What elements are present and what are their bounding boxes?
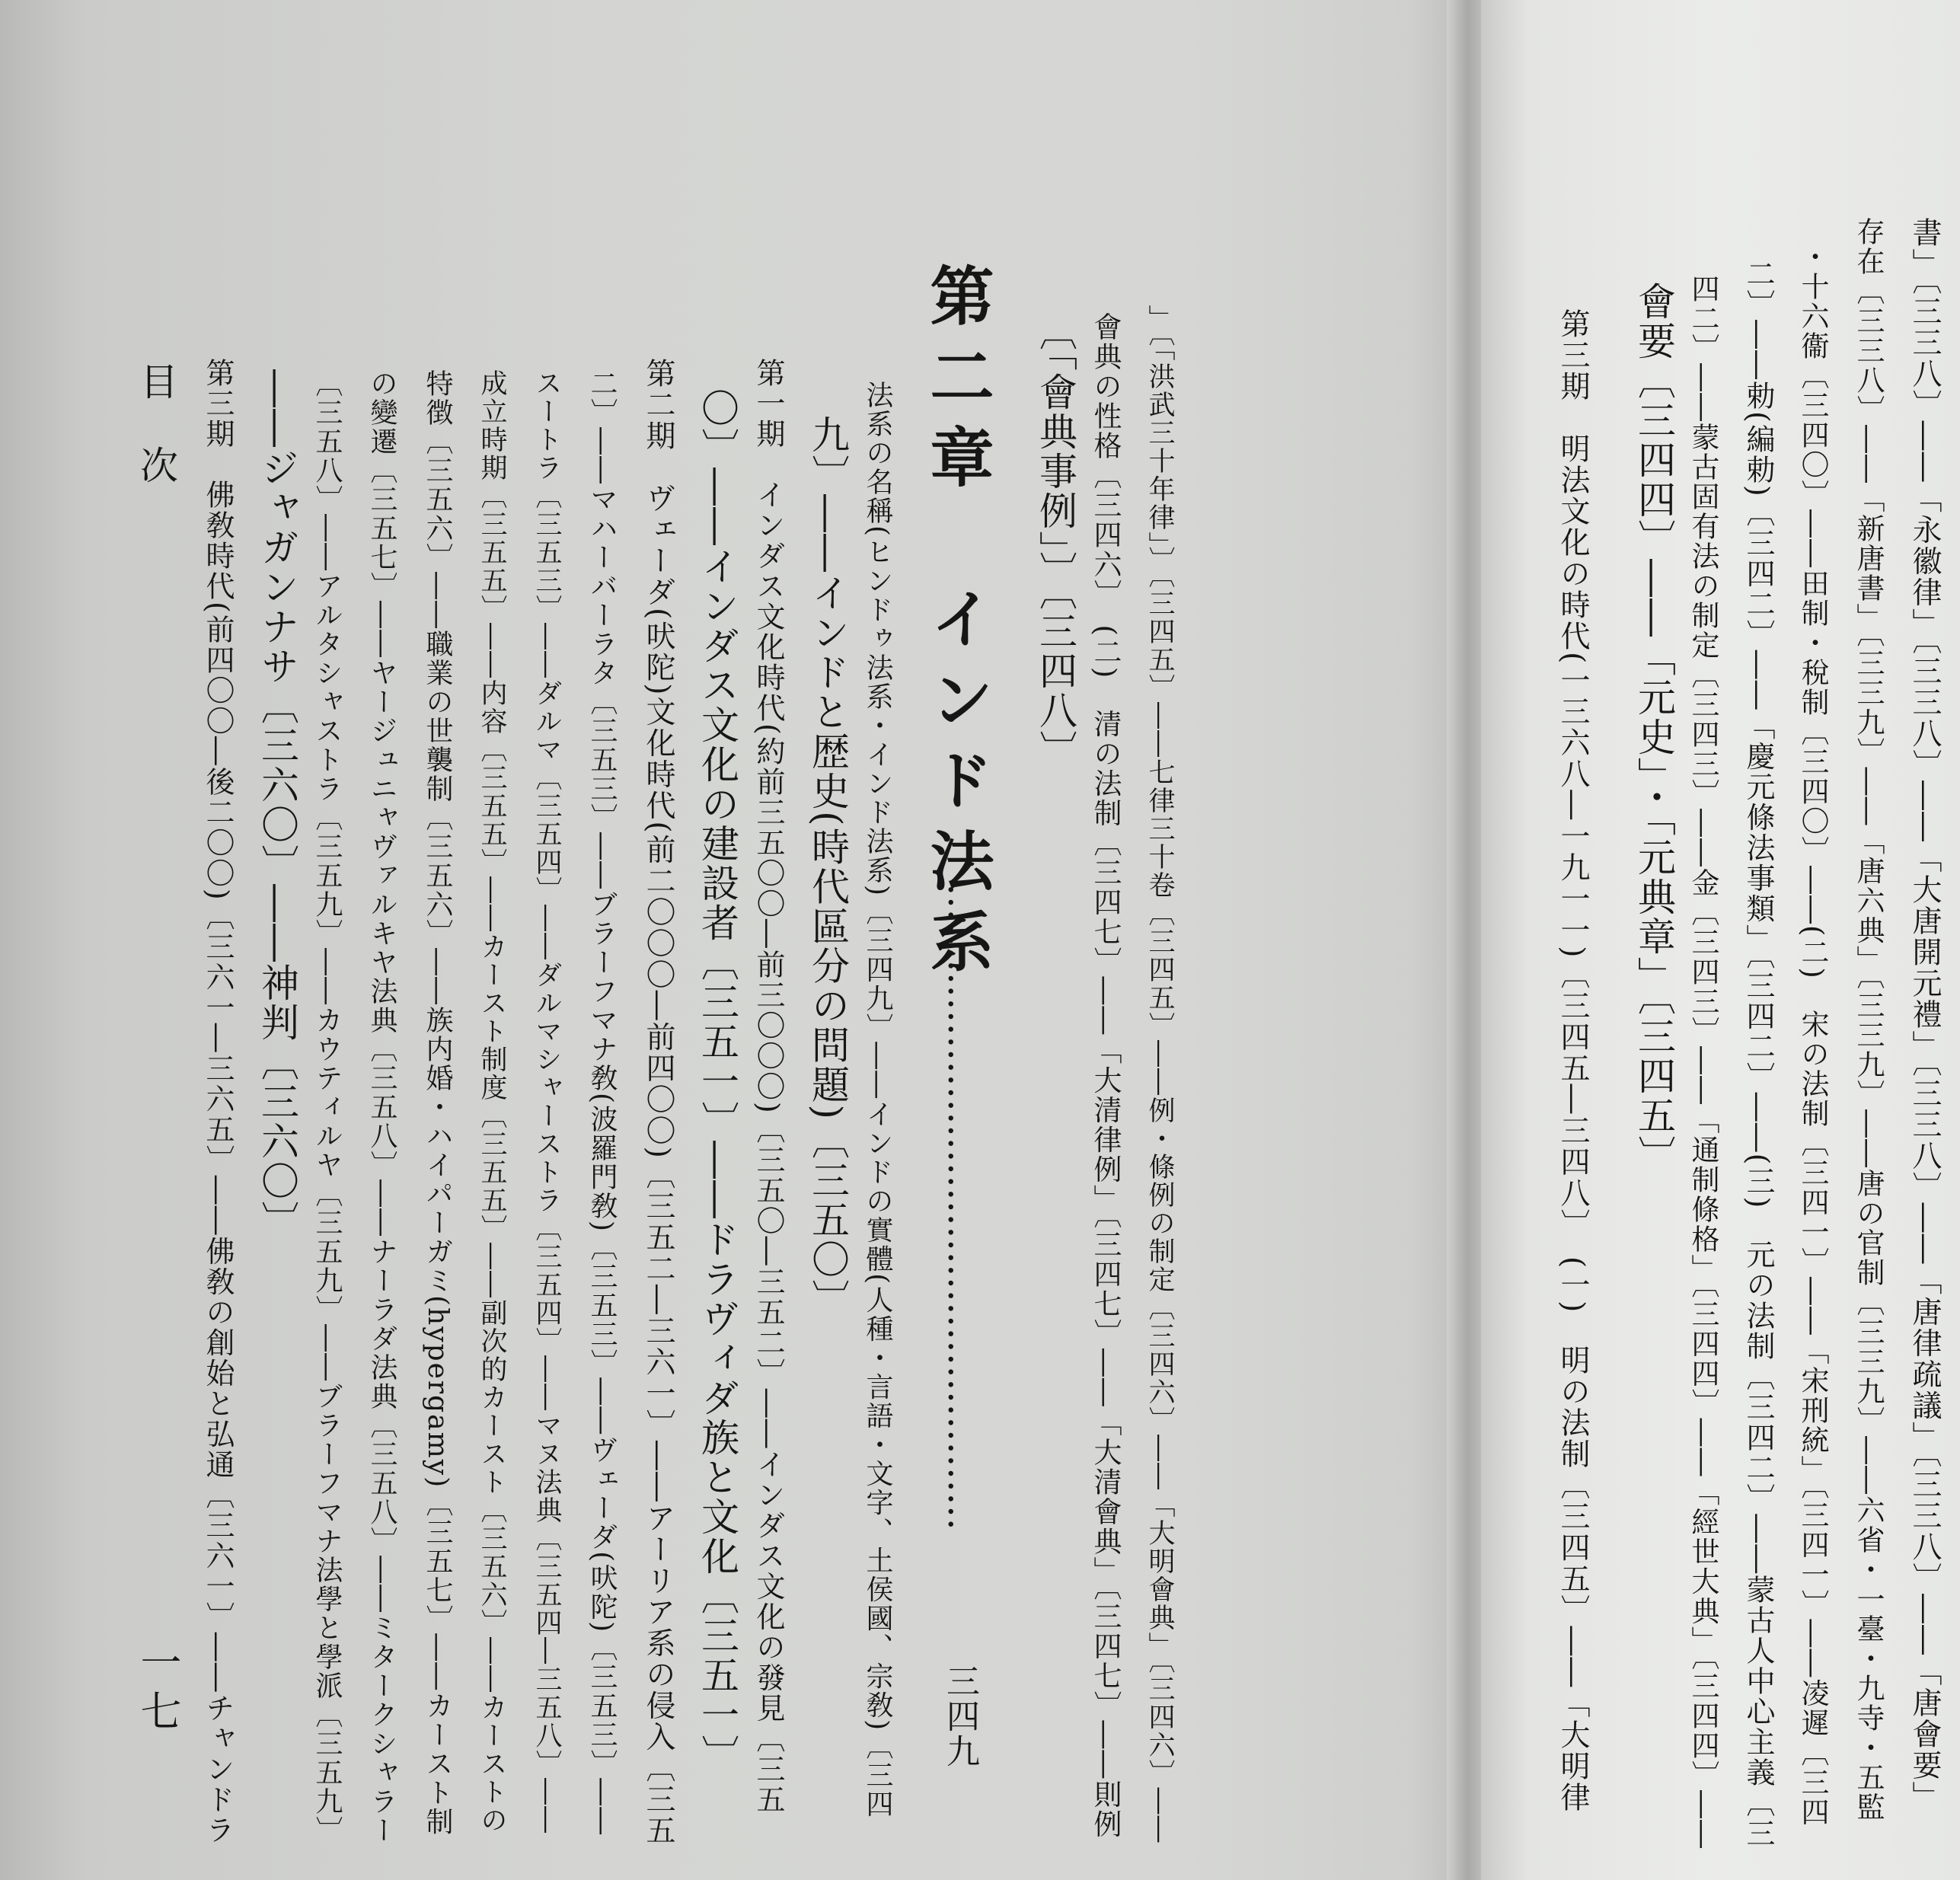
running-footer: 目次 [134, 362, 178, 529]
toc-line: 會典の性格〔三四六〕 (二) 清の法制〔三四七〕――「大清律例」〔三四七〕――「大清會典」〔三四七〕――則例 [1089, 312, 1122, 1840]
toc-line: 第三期 佛敎時代(前四〇〇―後二〇〇)〔三六一―三六五〕――佛敎の創始と弘通〔三六一〕――チャンドラ [201, 358, 235, 1846]
chapter-heading: 第二章 インド法系 [920, 263, 995, 989]
toc-line: 法系の名稱(ヒンドゥ法系・インド法系)〔三四九〕――インドの實體(人種・言語・文字、土侯國、宗敎)〔三四 [862, 381, 893, 1819]
right-page [1481, 0, 1960, 1880]
chapter-leader: …………………………………………… [940, 883, 984, 1530]
toc-line: 四二〕――蒙古固有法の制定〔三四三〕――金〔三四三〕――「通制條格」〔三四四〕――「經世大典」〔三四四〕―― [1687, 274, 1719, 1850]
toc-line: 第三期 明法文化の時代(一三六八―一九一一)〔三四五―三四八〕 (一) 明の法制〔三四五〕――「大明律 [1556, 308, 1590, 1814]
toc-line: 〇〕――インダス文化の建設者〔三五一〕――ドラヴィダ族と文化〔三五一〕 [695, 388, 739, 1774]
toc-line: 書」〔三三八〕――「永徽律」〔三三八〕――「大唐開元禮」〔三三八〕――「唐律疏議」〔三三八〕――「唐會要」 [1907, 217, 1942, 1812]
toc-line: 成立時期〔三五五〕――内容〔三五五〕――カースト制度〔三五五〕――副次的カースト〔三五六〕――カーストの [477, 369, 507, 1834]
toc-line: 二〕――マハーバーラタ〔三五三〕――ブラーフマナ敎(波羅門敎)〔三五三〕――ヴェーダ(吠陀)〔三五三〕―― [586, 369, 618, 1837]
toc-line: 特徴〔三五六〕――職業の世襲制〔三五六〕――族内婚・ハイパーガミ(hypergamy)〔三五七〕――カースト制 [422, 369, 453, 1837]
toc-line: ・十六衞〔三四〇〕――田制・稅制〔三四〇〕――(二) 宋の法制〔三四一〕――「宋刑統」〔三四一〕――凌遲〔三四 [1796, 242, 1829, 1827]
toc-line: 第二期 ヴェーダ(吠陀)文化時代(前二〇〇〇―前四〇〇)〔三五二―三六一〕――アーリア系の侵入〔三五 [641, 358, 675, 1846]
toc-line: 」〔「洪武三十年律」〕〔三四五〕――七律三十卷〔三四五〕――例・條例の制定〔三四六〕――「大明會典」〔三四六〕―― [1144, 305, 1175, 1844]
toc-line: 存在〔三三八〕――「新唐書」〔三三九〕――「唐六典」〔三三九〕――唐の官制〔三三九〕――六省・一臺・九寺・五監 [1852, 217, 1885, 1822]
toc-line: ――ジャガンナサ〔三六〇〕――神判〔三六〇〕 [255, 369, 299, 1240]
toc-line: 九〕――インドと歴史(時代區分の問題)〔三五〇〕 [806, 415, 850, 1320]
toc-line: スートラ〔三五三〕――ダルマ〔三五四〕――ダルマシャーストラ〔三五四〕――マヌ法典〔三五四―三五八〕―― [531, 369, 562, 1834]
toc-line: 〔「會典事例」〕〔三四八〕 [1033, 312, 1077, 770]
toc-line: 第一期 インダス文化時代(約前三五〇〇―前三〇〇〇)〔三五〇―三五二〕――インダス文化の發見〔三五 [752, 358, 785, 1815]
toc-line: 〔三五八〕――アルタシャストラ〔三五九〕――カウティルヤ〔三五九〕――ブラーフマナ法學と學派〔三五九〕 [311, 369, 343, 1845]
toc-line: 會要〔三四四〕――「元史」・「元典章」〔三四五〕 [1632, 282, 1676, 1175]
toc-line: の變遷〔三五七〕――ヤージュニャヴァルキヤ法典〔三五八〕――ナーラダ法典〔三五八〕――ミタークシャラー [366, 369, 397, 1845]
chapter-page-number: 三四九 [940, 1664, 979, 1769]
page-number: 一七 [134, 1641, 182, 1738]
toc-line: 二〕――勅(編勅)〔三四二〕――「慶元條法事類」〔三四二〕――(三) 元の法制〔三四二〕――蒙古人中心主義〔三 [1741, 259, 1775, 1850]
